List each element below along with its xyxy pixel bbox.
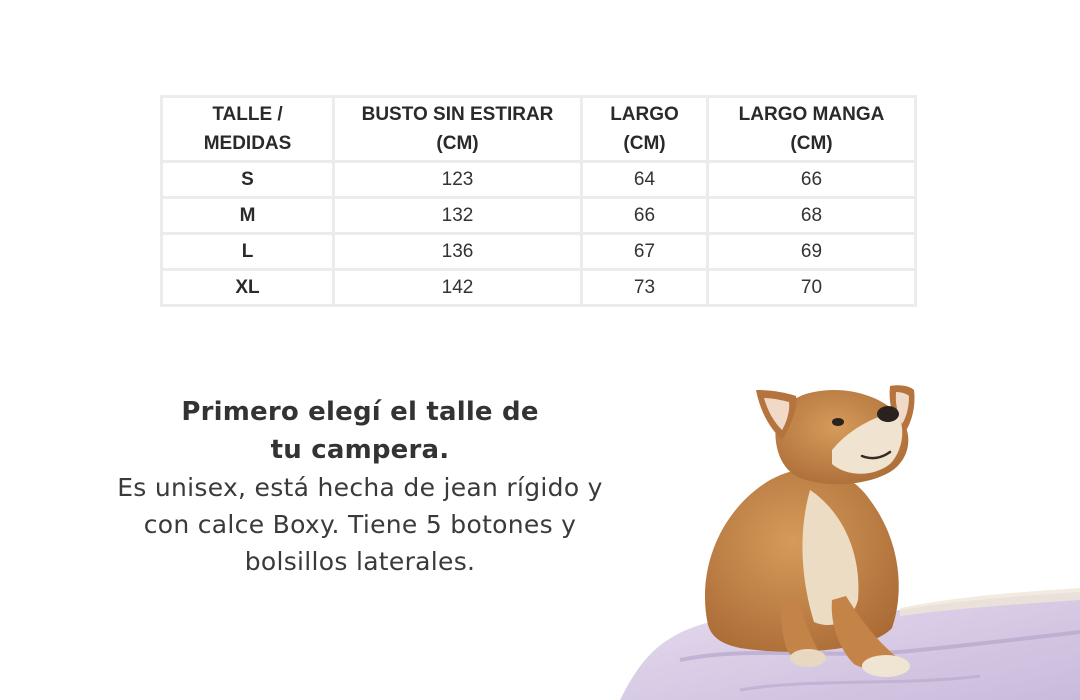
table-row: [162, 234, 916, 270]
largo-manga-cell: 69: [708, 234, 916, 270]
largo-manga-cell: 68: [708, 198, 916, 234]
size-cell: S: [162, 162, 334, 198]
shiba-inu-puppy-on-lilac-jacket-icon: [600, 360, 1080, 700]
header-largo-manga-line2: (CM): [790, 133, 833, 154]
largo-cell: 73: [582, 270, 708, 306]
headline-line-2: tu campera.: [270, 435, 450, 465]
busto-cell: 123: [334, 162, 582, 198]
size-cell: XL: [162, 270, 334, 306]
table-row: [162, 198, 916, 234]
body-line-2: con calce Boxy. Tiene 5 botones y: [143, 510, 577, 539]
largo-cell: 66: [582, 198, 708, 234]
table-row: [162, 270, 916, 306]
largo-manga-cell: 66: [708, 162, 916, 198]
busto-cell: 142: [334, 270, 582, 306]
largo-manga-cell: 70: [708, 270, 916, 306]
headline-line-1: Primero elegí el talle de: [181, 397, 539, 427]
puppy-nose: [877, 406, 899, 422]
table-row: [162, 162, 916, 198]
size-cell: L: [162, 234, 334, 270]
body-line-3: bolsillos laterales.: [244, 547, 476, 576]
body-line-1: Es unisex, está hecha de jean rígido y: [117, 473, 603, 502]
puppy-paw-right: [862, 655, 910, 677]
header-largo-line2: (CM): [623, 133, 666, 154]
largo-cell: 64: [582, 162, 708, 198]
header-busto-line1: BUSTO SIN ESTIRAR: [361, 104, 554, 125]
header-busto-line2: (CM): [436, 133, 479, 154]
header-talle: [162, 97, 334, 162]
size-cell: M: [162, 198, 334, 234]
header-busto: [334, 97, 582, 162]
header-talle-line2: MEDIDAS: [203, 133, 292, 154]
header-largo-line1: LARGO: [610, 104, 679, 125]
description-body: [40, 469, 680, 580]
header-largo: [582, 97, 708, 162]
busto-cell: 132: [334, 198, 582, 234]
product-description: [40, 393, 680, 580]
largo-cell: 67: [582, 234, 708, 270]
puppy-paw-left: [790, 649, 826, 667]
header-largo-manga: [708, 97, 916, 162]
puppy-eye: [832, 418, 844, 426]
header-largo-manga-line1: LARGO MANGA: [738, 104, 885, 125]
size-chart-header-row: [162, 97, 916, 162]
header-talle-line1: TALLE /: [212, 104, 283, 125]
size-chart-table: [160, 95, 917, 307]
description-headline: [140, 393, 580, 469]
busto-cell: 136: [334, 234, 582, 270]
